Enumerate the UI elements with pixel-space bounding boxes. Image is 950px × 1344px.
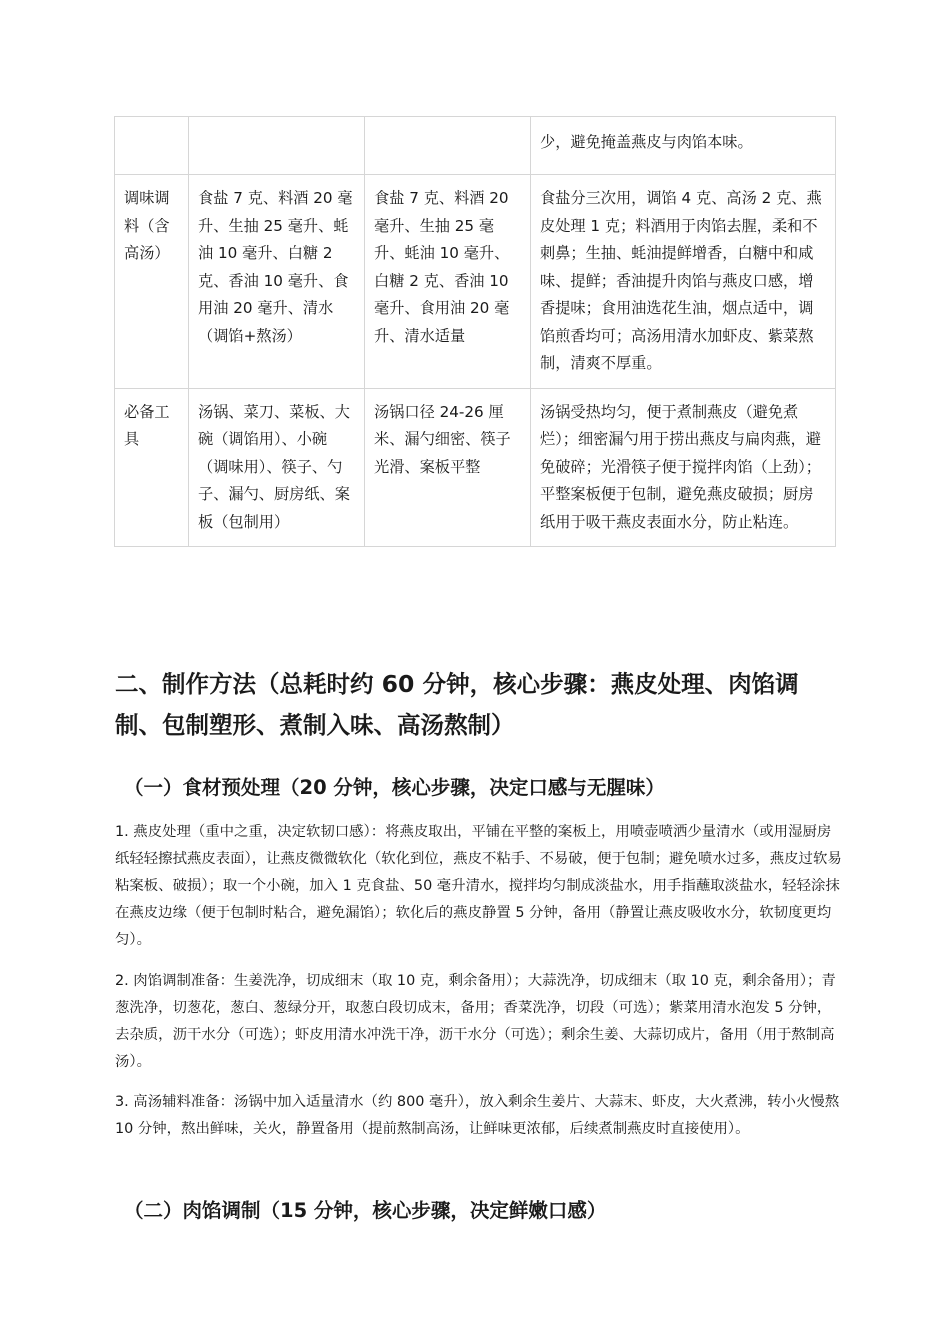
subsection-heading-preprocess: （一）食材预处理（20 分钟，核心步骤，决定口感与无腥味） xyxy=(124,776,665,799)
table-cell: 汤锅受热均匀，便于煮制燕皮（避免煮烂）；细密漏勺用于捞出燕皮与扁肉燕，避免破碎；光滑筷子便于搅拌肉馅（上劲）；平整案板便于包制，避免燕皮破损；厨房纸用于吸干燕皮表面水分，防止粘连。 xyxy=(531,388,836,547)
paragraph-step-2: 2. 肉馅调制准备：生姜洗净，切成细末（取 10 克，剩余备用）；大蒜洗净，切成细末（取 10 克，剩余备用）；青葱洗净，切葱花，葱白、葱绿分开，取葱白段切成末，备用；香菜洗净，切段（可选）；紫菜用清水泡发 5 分钟，去杂质，沥干水分（可选）；虾皮用清水冲洗干净，沥干水分（可选）；剩余生姜、大蒜切成片，备用（用于熬制高汤）。 xyxy=(115,973,836,1070)
table-cell: 食盐分三次用，调馅 4 克、高汤 2 克、燕皮处理 1 克；料酒用于肉馅去腥，柔和不刺鼻；生抽、蚝油提鲜增香，白糖中和咸味、提鲜；香油提升肉馅与燕皮口感，增香提味；食用油选花生油，烟点适中，调馅煎香均可；高汤用清水加虾皮、紫菜熬制，清爽不厚重。 xyxy=(531,175,836,389)
paragraph-step-3: 3. 高汤辅料准备：汤锅中加入适量清水（约 800 毫升），放入剩余生姜片、大蒜末、虾皮，大火煮沸，转小火慢熬 10 分钟，熬出鲜味，关火，静置备用（提前熬制高汤，让鲜味更浓郁，后续煮制燕皮时直接使用）。 xyxy=(115,1094,840,1137)
table-cell: 必备工具 xyxy=(115,388,189,547)
table-cell: 调味调料（含高汤） xyxy=(115,175,189,389)
table-cell: 汤锅、菜刀、菜板、大碗（调馅用）、小碗（调味用）、筷子、勺子、漏勺、厨房纸、案板（包制用） xyxy=(189,388,365,547)
table-cell xyxy=(115,117,189,175)
table-cell: 食盐 7 克、料酒 20 毫升、生抽 25 毫升、蚝油 10 毫升、白糖 2 克、香油 10 毫升、食用油 20 毫升、清水适量 xyxy=(365,175,531,389)
table-cell: 少，避免掩盖燕皮与肉馅本味。 xyxy=(531,117,836,175)
table-cell: 食盐 7 克、料酒 20 毫升、生抽 25 毫升、蚝油 10 毫升、白糖 2 克、香油 10 毫升、食用油 20 毫升、清水（调馅+熬汤） xyxy=(189,175,365,389)
table-row xyxy=(115,175,836,389)
ingredients-table xyxy=(114,116,836,547)
table-cell xyxy=(189,117,365,175)
subsection-heading-filling: （二）肉馅调制（15 分钟，核心步骤，决定鲜嫩口感） xyxy=(124,1199,607,1222)
section-heading: 二、制作方法（总耗时约 60 分钟，核心步骤：燕皮处理、肉馅调制、包制塑形、煮制入味、高汤熬制） xyxy=(115,670,799,739)
table-cell xyxy=(365,117,531,175)
table-row xyxy=(115,388,836,547)
paragraph-step-1: 1. 燕皮处理（重中之重，决定软韧口感）：将燕皮取出，平铺在平整的案板上，用喷壶喷洒少量清水（或用湿厨房纸轻轻擦拭燕皮表面），让燕皮微微软化（软化到位，燕皮不粘手、不易破，便于包制；避免喷水过多，燕皮过软易粘案板、破损）；取一个小碗，加入 1 克食盐、50 毫升清水，搅拌均匀制成淡盐水，用手指蘸取淡盐水，轻轻涂抹在燕皮边缘（便于包制时粘合，避免漏馅）；软化后的燕皮静置 5 分钟，备用（静置让燕皮吸收水分，软韧度更均匀）。 xyxy=(115,824,842,948)
table-cell: 汤锅口径 24-26 厘米、漏勺细密、筷子光滑、案板平整 xyxy=(365,388,531,547)
table-row xyxy=(115,117,836,175)
